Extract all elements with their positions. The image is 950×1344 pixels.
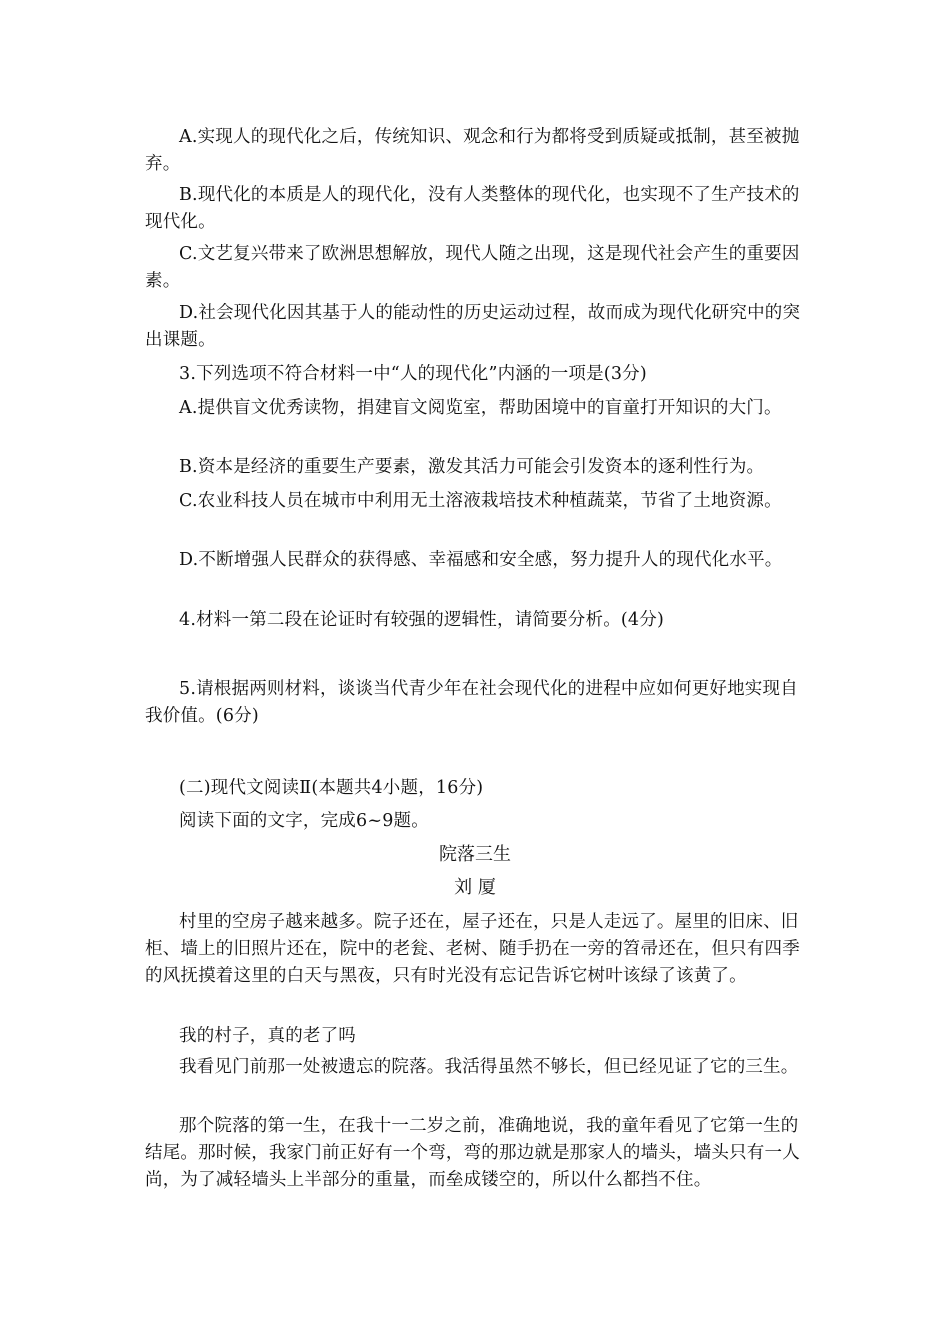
q2-option-a: A.实现人的现代化之后，传统知识、观念和行为都将受到质疑或抵制，甚至被抛弃。	[145, 127, 800, 174]
q3-stem: 3.下列选项不符合材料一中“人的现代化”内涵的一项是(3分)	[179, 364, 647, 384]
q3-option-c: C.农业科技人员在城市中利用无土溶液栽培技术种植蔬菜，节省了土地资源。	[179, 491, 782, 511]
article-paragraph-2: 我的村子，真的老了吗	[179, 1026, 356, 1046]
q3-option-b: B.资本是经济的重要生产要素，激发其活力可能会引发资本的逐利性行为。	[179, 457, 765, 477]
section-heading: (二)现代文阅读Ⅱ(本题共4小题，16分)	[179, 778, 484, 798]
article-author: 刘 厦	[454, 877, 496, 898]
q3-option-a: A.提供盲文优秀读物，捐建盲文阅览室，帮助困境中的盲童打开知识的大门。	[179, 398, 782, 418]
q4-stem: 4.材料一第二段在论证时有较强的逻辑性，请简要分析。(4分)	[179, 610, 664, 630]
q3-option-d: D.不断增强人民群众的获得感、幸福感和安全感，努力提升人的现代化水平。	[179, 550, 783, 570]
section-instruction: 阅读下面的文字，完成6~9题。	[179, 811, 429, 831]
article-paragraph-3: 我看见门前那一处被遗忘的院落。我活得虽然不够长，但已经见证了它的三生。	[179, 1057, 799, 1077]
article-paragraph-1: 村里的空房子越来越多。院子还在，屋子还在，只是人走远了。屋里的旧床、旧柜、墙上的旧照片还在，院中的老瓮、老树、随手扔在一旁的笤帚还在，但只有四季的风抚摸着这里的白天与黑夜，只有时光没有忘记告诉它树叶该绿了该黄了。	[145, 912, 800, 986]
article-paragraph-4: 那个院落的第一生，在我十一二岁之前，准确地说，我的童年看见了它第一生的结尾。那时候，我家门前正好有一个弯，弯的那边就是那家人的墙头，墙头只有一人尚，为了减轻墙头上半部分的重量，而垒成镂空的，所以什么都挡不住。	[145, 1116, 800, 1190]
q2-option-b: B.现代化的本质是人的现代化，没有人类整体的现代化，也实现不了生产技术的现代化。	[145, 185, 800, 232]
article-title: 院落三生	[439, 844, 511, 865]
q2-option-d: D.社会现代化因其基于人的能动性的历史运动过程，故而成为现代化研究中的突出课题。	[145, 303, 801, 350]
q2-option-c: C.文艺复兴带来了欧洲思想解放，现代人随之出现，这是现代社会产生的重要因素。	[145, 244, 800, 291]
q5-stem: 5.请根据两则材料，谈谈当代青少年在社会现代化的进程中应如何更好地实现自我价值。(6分)	[145, 679, 798, 726]
